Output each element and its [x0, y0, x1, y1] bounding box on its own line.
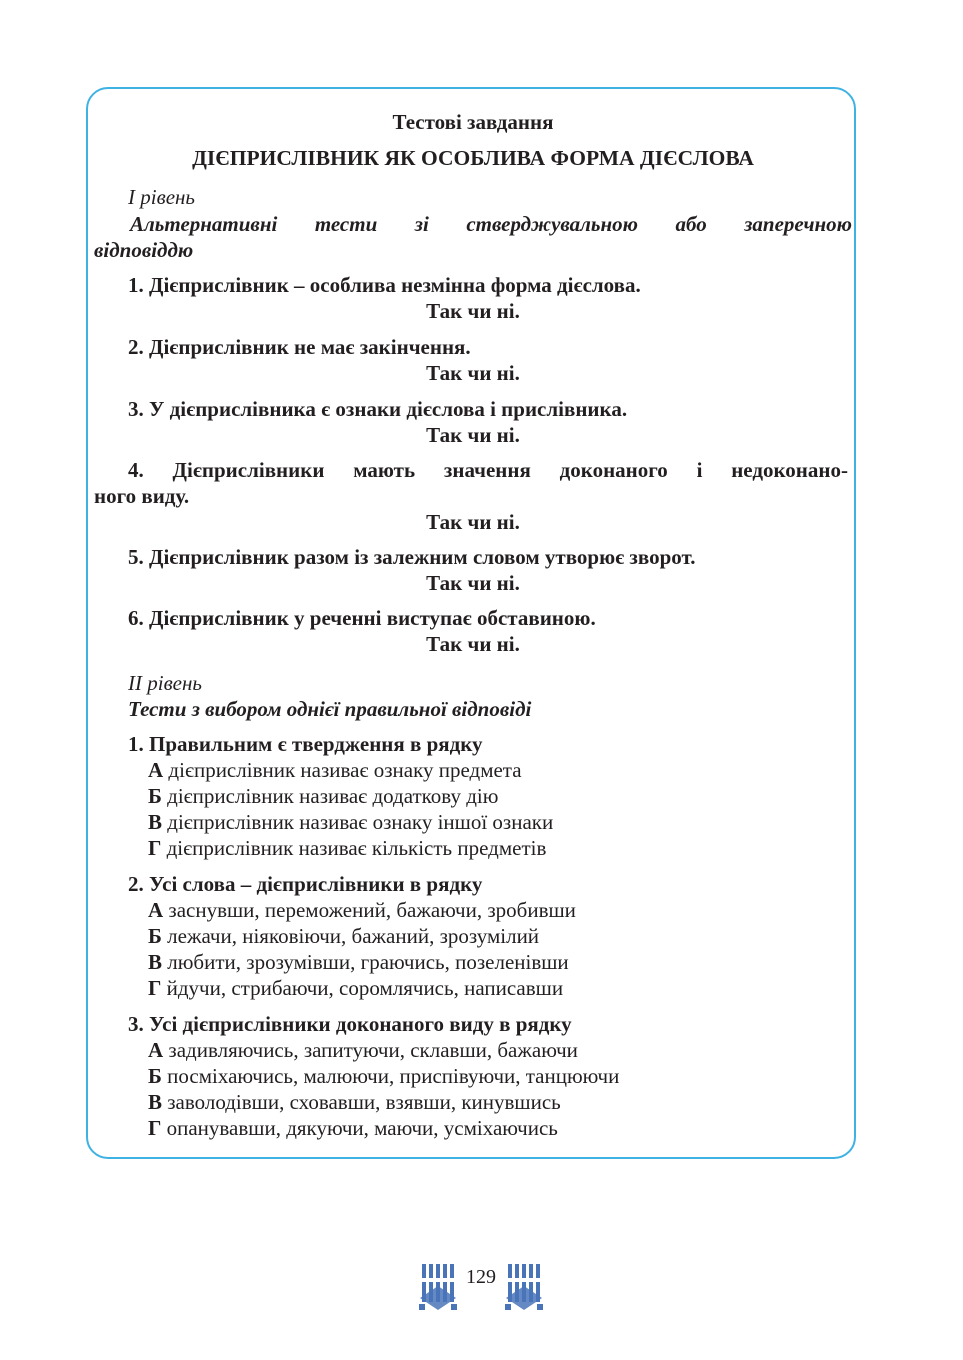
- option-1c: В дієприслівник називає ознаку іншої ознаки: [148, 810, 554, 834]
- test-title: Тестові завдання: [392, 110, 554, 134]
- level1-label: I рівень: [128, 185, 195, 209]
- level1-item-4-cont: ного виду.: [94, 484, 190, 508]
- option-1b: Б дієприслівник називає додаткову дію: [148, 784, 499, 808]
- option-3d: Г опанувавши, дякуючи, маючи, усміхаючись: [148, 1116, 558, 1140]
- option-1d: Г дієприслівник називає кількість предметів: [148, 836, 547, 860]
- page-number: 129: [466, 1266, 496, 1288]
- level1-answer-6: Так чи ні.: [426, 632, 520, 656]
- option-2a: А заснувши, переможений, бажаючи, зробивши: [148, 898, 576, 922]
- level1-answer-1: Так чи ні.: [426, 299, 520, 323]
- option-2b: Б лежачи, ніяковіючи, бажаний, зрозумілий: [148, 924, 540, 948]
- level1-answer-3: Так чи ні.: [426, 423, 520, 447]
- level1-item-6: 6. Дієприслівник у реченні виступає обставиною.: [128, 606, 596, 630]
- question-2: 2. Усі слова – дієприслівники в рядку: [128, 872, 483, 896]
- level2-instruction: Тести з вибором однієї правильної відповіді: [128, 697, 532, 721]
- level2-label: II рівень: [128, 671, 202, 695]
- option-2d: Г йдучи, стрибаючи, соромлячись, написавши: [148, 976, 564, 1000]
- option-2c: В любити, зрозумівши, граючись, позеленівши: [148, 950, 569, 974]
- level1-instruction-cont: відповіддю: [94, 238, 194, 262]
- level1-item-4: 4. Дієприслівники мають значення доконаного і недоконано-: [128, 458, 848, 482]
- option-1a: А дієприслівник називає ознаку предмета: [148, 758, 522, 782]
- level1-answer-5: Так чи ні.: [426, 571, 520, 595]
- level1-item-5: 5. Дієприслівник разом із залежним словом утворює зворот.: [128, 545, 696, 569]
- level1-instruction: Альтернативні тести зі стверджувальною або заперечною: [130, 212, 852, 236]
- level1-item-1: 1. Дієприслівник – особлива незмінна форма дієслова.: [128, 273, 641, 297]
- level1-answer-4: Так чи ні.: [426, 510, 520, 534]
- main-heading: ДІЄПРИСЛІВНИК ЯК ОСОБЛИВА ФОРМА ДІЄСЛОВА: [192, 146, 754, 170]
- level1-item-3: 3. У дієприслівника є ознаки дієслова і прислівника.: [128, 397, 628, 421]
- level1-answer-2: Так чи ні.: [426, 361, 520, 385]
- option-3b: Б посміхаючись, малюючи, приспівуючи, танцюючи: [148, 1064, 620, 1088]
- question-1: 1. Правильним є твердження в рядку: [128, 732, 483, 756]
- option-3c: В заволодівши, сховавши, взявши, кинувшись: [148, 1090, 561, 1114]
- question-3: 3. Усі дієприслівники доконаного виду в рядку: [128, 1012, 572, 1036]
- level1-item-2: 2. Дієприслівник не має закінчення.: [128, 335, 471, 359]
- option-3a: А задивляючись, запитуючи, склавши, бажаючи: [148, 1038, 578, 1062]
